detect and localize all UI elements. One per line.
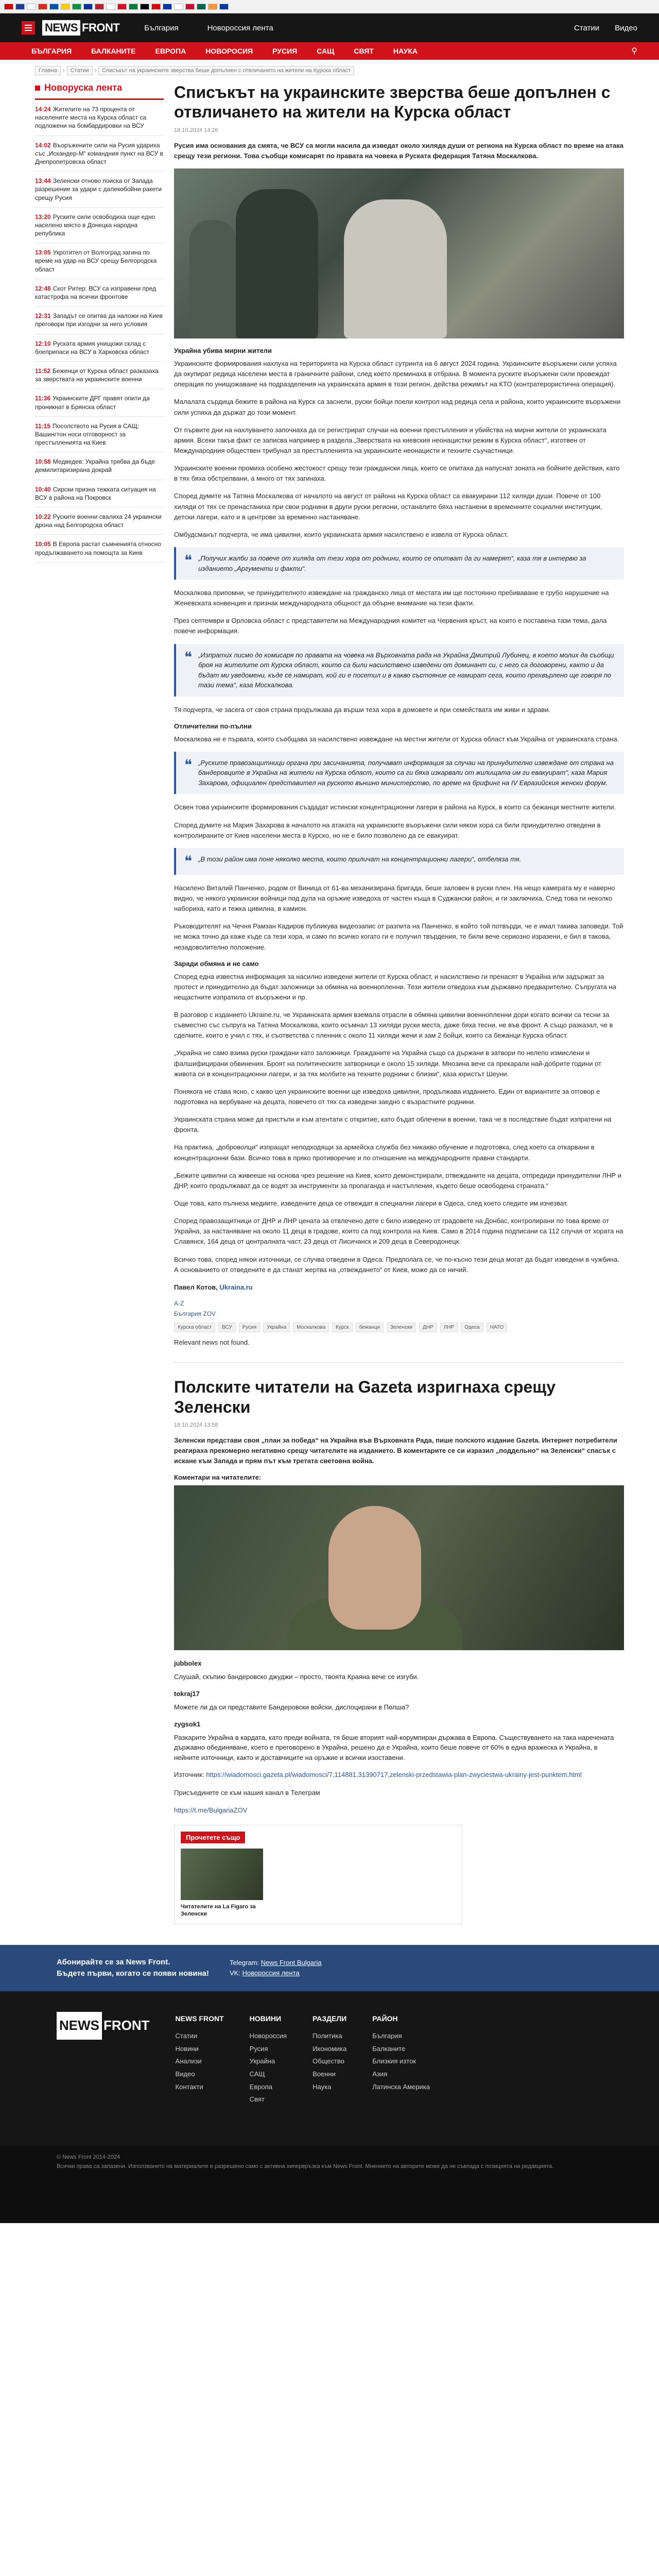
footer-link[interactable]: Контакти (175, 2082, 203, 2091)
logo[interactable] (42, 20, 119, 36)
footer-link[interactable]: САЩ (249, 2070, 265, 2078)
tag[interactable]: бежанци (356, 1323, 384, 1332)
news-time: 11:52 (35, 367, 51, 375)
flag-icon[interactable] (140, 4, 149, 10)
subscribe-vk-link[interactable]: Новороссия лента (242, 1969, 300, 1977)
comment-text: Можете ли да си представите Бандеровски войски, дислоцирани в Полша? (174, 1703, 409, 1711)
flag-icon[interactable] (174, 4, 183, 10)
telegram-icon-label: Telegram: (230, 1958, 259, 1967)
footer-col-1 (176, 2012, 224, 2130)
news-time: 10:40 (35, 485, 51, 493)
vk-icon-label: VK: (230, 1969, 240, 1977)
footer-logo-news: NEWS (57, 2012, 102, 2039)
quote-block (174, 752, 624, 794)
footer (0, 1991, 659, 2146)
sidebar-news-item[interactable] (35, 307, 164, 334)
subscribe-title: Абонирайте се за News Front. (57, 1957, 170, 1967)
subscribe-subtitle: Бъдете първи, когато се появи новина! (57, 1969, 210, 1978)
paragraph: Според една известна информация за насилно изведени жители от Курска област, и насилствено ги пренасят в Украйна или задържат за протест и принудително да бъдат заложници за обмяна на военнопленни. Тези жители отведоха към държавно предварително. Съпругата на нещастните изпратила от въоръжени и пр. (174, 972, 616, 1001)
comment-text: Разкарите Украйна в кардата, като преди войната, тя беше вторият най-корумпиран държава в Европа. Съществуването на така наречената държавно обединяване, което е преговорено в Украйна, решено да е Украйна, които беше повече от 60% в една вражеска и Украйна, в нейните източници, както и доставчиците на оръжие и всички изоставени. (174, 1733, 614, 1761)
author-name: Павел Котов, (174, 1283, 218, 1291)
section-heading: Отличителни по-пълни (174, 722, 252, 730)
news-time: 14:02 (35, 141, 51, 149)
paragraph: Още това, като пълнеза медиите, изведените деца се отвеждат в специални лагери в Одеса, след което следите им изчезват. (174, 1199, 568, 1208)
quote-icon: ❝ (184, 552, 193, 569)
paragraph: Всичко това, според някои източници, се случва отведени в Одеса. Предполага се, че по-късно тези деца могат да бъдат изведени в чужбина. А основанието от отведените е да станат жертва на „отвеждането“ от Киев, може да се ничий. (174, 1255, 619, 1274)
sidebar-news-item[interactable] (35, 136, 164, 172)
source-link[interactable]: https://wiadomosci.gazeta.pl/wiadomosci/7,114881,31390717,zelenski-przedstawia-plan-zwyciestwa-ukrainy-jest-punktem.html (206, 1771, 582, 1779)
footer-logo-front: FRONT (103, 2018, 150, 2033)
flag-icon[interactable] (163, 4, 172, 10)
paragraph: От първите дни на нахлуването започнаха да се регистрират случаи на военни престъпления и убийства на мирни жители от украинската армия. Всеки такъв факт се записва например в раздела „Зверствата на киевския неонацистки режим в Курска област“, изготвен от Международния обществен трибунал за престъпленията на украинските неонацисти и техните съучастници. (174, 426, 606, 455)
az-link[interactable]: А-Z (174, 1300, 184, 1308)
flag-icon[interactable] (185, 4, 195, 10)
flag-icon[interactable] (4, 4, 13, 10)
nav-europe[interactable]: ЕВРОПА (155, 47, 186, 55)
news-text: Руските сили освободиха още едно населено място в Донецка народна република (35, 213, 155, 238)
tag[interactable]: Курск (332, 1323, 353, 1332)
sidebar-news-item[interactable] (35, 279, 164, 307)
flag-icon[interactable] (27, 4, 36, 10)
quote-text: „Изпратих писмо до комисаря по правата на човека на Върховната рада на Украйна Дмитрий Лубинец, в което молих да съобщи броя на жителите от Курска област, които са били насилствено изведени от доминант си, с него са договорени, както и да бъдат ми уведомени, къде се намират, кой ги е посетил и в какво състояние се намират сега, които прехвърлено ще говоря по тази тема“, каза Москалкова. (198, 651, 614, 689)
nav-novorossia[interactable]: НОВОРОСИЯ (205, 47, 253, 55)
comment-author: jubbolex (174, 1659, 202, 1668)
sidebar-news-item[interactable] (35, 243, 164, 279)
news-text: Руската армия унищожи склад с боеприпаси на ВСУ в Харковска област (35, 340, 149, 355)
sidebar-news-item[interactable] (35, 172, 164, 208)
footer-link[interactable]: Новини (175, 2044, 199, 2053)
news-time: 13:20 (35, 213, 51, 221)
footer-link[interactable]: Видео (175, 2070, 195, 2078)
top-link-novorossia[interactable]: Новороссия лента (207, 23, 273, 32)
quote-block (174, 644, 624, 697)
article2-lead: Зеленски представи своя „план за победа“ на Украйна във Върховната Рада, пише полското издание Gazeta. Интернет потребители реагираха прекомерно негативно срещу читателите на изданието. В коментарите се си изразил „поддельно“ на Зеленски“ спасък с искане към Запада и прям път към третата световна война. (174, 1436, 617, 1465)
read-also-thumbnail (181, 1849, 263, 1900)
tag[interactable]: НАТО (487, 1323, 508, 1332)
top-link-bulgaria[interactable]: България (144, 23, 179, 32)
language-flags-bar (0, 0, 659, 13)
square-icon (35, 86, 40, 91)
read-also-heading: Прочетете също (181, 1832, 245, 1843)
news-text: Руските военни свалиха 24 украински дрона над Белгородска област (35, 513, 162, 529)
subscribe-telegram-text: Присъединете се към нашия канал в Телеграм (174, 1788, 320, 1797)
author-source-link[interactable]: Ukraina.ru (219, 1283, 253, 1291)
news-time: 14:24 (35, 106, 51, 113)
tag[interactable]: Русия (239, 1323, 261, 1332)
news-time: 13:44 (35, 177, 51, 185)
paragraph: Москалкова припомни, че принудителното извеждане на гражданско лица от местата им ще постоянно пребиваване е грубо нарушение на Женевската конвенция и признак международната общност да обърне внимание на тези факти. (174, 589, 609, 607)
sidebar-news-item[interactable] (35, 362, 164, 389)
paragraph: Според думите на Татяна Москалкова от началото на август от района на Курска област са евакуирани 112 хиляди души. Повече от 100 хиляди от тях се пренастаниха при свои роднини в други руски региони, останалите бяха настанени в временните социални институции, детски лагери, като и в центрове за временно настаняване. (174, 492, 602, 521)
top-header (0, 13, 659, 42)
quote-icon: ❝ (184, 649, 193, 665)
footer-link[interactable]: Украйна (249, 2057, 275, 2065)
breadcrumb-articles[interactable]: Статии (67, 66, 93, 75)
comment (174, 1719, 624, 1762)
paragraph: Според думите на Мария Захарова в началото на атаката на украинските въоръжени сили някои хора са били принудително отведени в контролираните от Киев населени места в Курско, но не е било позволено да се евакуират. (174, 821, 601, 839)
logo-front: FRONT (82, 21, 120, 34)
news-time: 10:22 (35, 513, 51, 520)
flag-icon[interactable] (61, 4, 70, 10)
footer-link[interactable]: Русия (249, 2044, 268, 2053)
flag-icon[interactable] (83, 4, 93, 10)
news-time: 10:05 (35, 540, 51, 548)
footer-link[interactable]: Близкия изток (372, 2057, 416, 2065)
news-text: Беженци от Курска област разказаха за зверствата на украинските военни (35, 367, 159, 383)
paragraph: Омбудсманът подчерта, че има цивилни, които украинската армия насилствено е извела от Курска област. (174, 530, 509, 538)
breadcrumb-current: Списъкът на украинските зверства беше допълнен с отвличането на жители на Курска област (98, 66, 354, 75)
quote-block (174, 547, 624, 580)
footer-link[interactable]: Балканите (372, 2044, 406, 2053)
tag[interactable]: Зеленски (387, 1323, 416, 1332)
sidebar-news-item[interactable] (35, 507, 164, 535)
sidebar-news-item[interactable] (35, 417, 164, 453)
footer-link[interactable]: България (372, 2031, 402, 2040)
flag-icon[interactable] (208, 4, 217, 10)
flag-icon[interactable] (129, 4, 138, 10)
article2-date: 18.10.2024 13:58 (174, 1421, 218, 1428)
footer-col-2 (250, 2012, 287, 2130)
paragraph: Ръководителят на Чечня Рамзан Кадиров публикува видеозапис от разпита на Панченко, в който той потвърди, че е имал такива заповеди. Той не можа точно да каже къде са тези хора, и само по всичко когато ги е получил твърдения, те били вече сериозно изразени, е бил в такова, незадоволително положение. (174, 922, 623, 951)
footer-link[interactable]: Статии (175, 2031, 198, 2040)
channel-link[interactable]: България ZOV (174, 1310, 216, 1318)
sidebar-news-item[interactable] (35, 452, 164, 480)
sidebar-news-item[interactable] (35, 389, 164, 416)
news-time: 12:31 (35, 312, 51, 320)
paragraph: „Бежите цивилни са живееше на основа чрез решение на Киев, които демонстрирали, отвежданите на децата, отпредиди принудителни ЛНР и ДНР, които продължават да се водят за инструменти за пропаганда и настъпления, където беше освободена страната.“ (174, 1171, 621, 1190)
read-also-card[interactable] (181, 1849, 263, 1918)
footer-link[interactable]: Европа (249, 2082, 272, 2091)
footer-col-3 (313, 2012, 346, 2130)
paragraph: Москалкова не е първата, която съобщава за насилствено извеждане на местни жители от Курска област към Украйна от украинската страна. (174, 735, 619, 743)
footer-link[interactable]: Новороссия (249, 2031, 287, 2040)
subscribe-telegram-link[interactable]: News Front Bulgaria (261, 1958, 322, 1967)
paragraph: Украинските военни промиха особено жестокост срещу тези граждански лица, които се опитаха да напуснат зоната на бойните действия, като в тях бяха обстрелвани, а много от тях загинаха. (174, 464, 620, 483)
paragraph: През септември в Орловска област с представители на Международния комитет на Червения кръст, на които е поставена тази тема, дала повече информация. (174, 617, 607, 635)
footer-logo[interactable] (57, 2012, 150, 2039)
logo-news: NEWS (42, 20, 80, 36)
news-sidebar (35, 82, 164, 1924)
copyright-bar (0, 2146, 659, 2223)
footer-heading: НОВИНИ (249, 2014, 282, 2023)
comments-heading: Коментари на читателите: (174, 1473, 262, 1482)
footer-link[interactable]: Икономика (313, 2044, 347, 2053)
sidebar-news-item[interactable] (35, 334, 164, 362)
flag-icon[interactable] (151, 4, 161, 10)
read-also-title[interactable]: Читателите на La Figaro за Зеленски (181, 1903, 256, 1918)
paragraph: Малалата сърдица бежите в района на Курск са заснели, руски бойци поели контрол над редица села и района, които украинските въоръжени сили успяха да държат до този момент. (174, 398, 621, 416)
flag-icon[interactable] (72, 4, 81, 10)
article-date: 18.10.2024 14:26 (174, 127, 218, 133)
nav-russia[interactable]: РУСИЯ (272, 47, 298, 55)
paragraph: Насилено Виталий Панченко, родом от Виница от 61-ва механизирана бригада, беше заловен в руски плен. На нещо камерата му е наверно видно, че някого украински войници под дула на оръжие изведоха от частен къща в Суджански район, и ги заключиха. След това ги неколко набориха, като и тежка цивилна, в камион. (174, 884, 615, 913)
source-label: Източник: (174, 1771, 204, 1779)
telegram-link[interactable]: https://t.me/BulgariaZOV (174, 1806, 248, 1814)
footer-heading: NEWS FRONT (175, 2014, 224, 2023)
breadcrumb (35, 66, 624, 75)
sidebar-title-text: Новоруска лента (44, 82, 123, 93)
flag-icon[interactable] (95, 4, 104, 10)
news-time: 13:05 (35, 249, 51, 257)
nav-world[interactable]: СВЯТ (354, 47, 374, 55)
paragraph: Освен това украинските формирования създадат истински концентрационни лагери в района на Курск, в които са бежанци местните жители. (174, 803, 616, 811)
article-photo (174, 168, 624, 338)
footer-link[interactable]: Латинска Америка (372, 2082, 430, 2091)
top-link-articles[interactable]: Статии (574, 23, 600, 32)
paragraph: Украинската страна може да пристъпи и към атентати с откритие, като бъдат облечени в военни, така че в последствие бъдат изпратени на фронта. (174, 1115, 612, 1134)
news-time: 11:36 (35, 395, 51, 402)
article-lead: Русия има основания да смята, че ВСУ са могли насила да изведат около хиляда души от региона на Курска област по време на атака срещу тези региони. Това съобщи комисарят по правата на човека в Руската федерация Татяна Москалкова. (174, 141, 623, 160)
tag-list (174, 1323, 624, 1332)
news-text: Украинските ДРГ правят опити да проникнат в Брянска област (35, 395, 150, 411)
tag[interactable]: ЛНР (440, 1323, 458, 1332)
copyright-text: © News Front 2014-2024 (57, 2154, 120, 2161)
nav-science[interactable]: НАУКА (393, 47, 418, 55)
subscribe-banner (0, 1945, 659, 1991)
sidebar-news-item[interactable] (35, 480, 164, 507)
flag-icon[interactable] (15, 4, 25, 10)
section-heading: Заради обмяна и не само (174, 959, 259, 968)
news-text: Посолството на Русия в САЩ: Вашингтон носи отговорност за престъпленията на Киев (35, 422, 140, 447)
footer-link[interactable]: Наука (313, 2082, 332, 2091)
quote-text: „Руските правозащитници органа при засичанията, получават информация за случаи на принудително извеждане от страна на бандеровците в Украйна на жители на Курска област, които са ги бяха изкарвали от жилищата им ги евакуират“, каза Мария Захарова, официален представител на руското външно министерство, по време на брифинг на IV Евразийския женски форум. (198, 758, 614, 787)
quote-icon: ❝ (184, 756, 193, 773)
comment (174, 1658, 624, 1682)
footer-link[interactable]: Свят (249, 2095, 265, 2104)
read-also-box (174, 1825, 462, 1925)
relevant-news-text: Relevant news not found. (174, 1338, 250, 1347)
news-text: Медведев: Украйна трябва да бъде демилитаризирана докрай (35, 458, 155, 474)
flag-icon[interactable] (38, 4, 47, 10)
flag-icon[interactable] (117, 4, 127, 10)
news-time: 12:48 (35, 284, 51, 292)
footer-link[interactable]: Анализи (175, 2057, 202, 2065)
divider (174, 1362, 624, 1363)
flag-icon[interactable] (106, 4, 115, 10)
breadcrumb-home[interactable]: Главна (35, 66, 61, 75)
flag-icon[interactable] (219, 4, 229, 10)
paragraph: „Украйна не само взима руски граждани като заложници. Гражданите на Украйна също са държани в затвори по нелепо измислени и фалшифицирани обвинения. Броят на политическите затворници е около 15 хиляди. Мнозина вече са прекарали най-добрите години от живота си в концентрационни лагери, и за тях молбите на техните роднини с близки“, каза юристът Шеуни. (174, 1049, 601, 1078)
news-time: 10:58 (35, 458, 51, 466)
tag[interactable]: ВСУ (218, 1323, 236, 1332)
sidebar-news-item[interactable] (35, 535, 164, 562)
nav-usa[interactable]: САЩ (317, 47, 335, 55)
news-time: 12:10 (35, 340, 51, 347)
flag-icon[interactable] (197, 4, 206, 10)
main-nav (0, 42, 659, 60)
tag[interactable]: Курска област (174, 1323, 215, 1332)
tag[interactable]: Москалкова (293, 1323, 329, 1332)
tag[interactable]: Украйна (263, 1323, 290, 1332)
comment-author: tokraj17 (174, 1690, 200, 1698)
paragraph: Понякога не става ясно, с какво цел украинските военни ще изведоха цивилни, продължава изданието. Един от вариантите за отговор е подготовка на вербуване на децата, повечето от тях са изведени заедно с възрастните роднини. (174, 1087, 600, 1106)
search-icon[interactable]: ⚲ (631, 47, 637, 56)
quote-block (174, 848, 624, 875)
tag[interactable]: Одеса (461, 1323, 483, 1332)
news-text: Скот Ритер: ВСУ са изправени пред катастрофа на всички фронтове (35, 284, 157, 300)
nav-balkans[interactable]: БАЛКАНИТЕ (91, 47, 136, 55)
flag-icon[interactable] (49, 4, 59, 10)
footer-link[interactable]: Военни (313, 2070, 336, 2078)
footer-heading: РАЙОН (372, 2014, 398, 2023)
nav-bulgaria[interactable]: БЪЛГАРИЯ (31, 47, 72, 55)
comment (174, 1689, 624, 1712)
source-line (174, 1770, 624, 1780)
comment-text: Слушай, скъпию бандеровско джуджи – просто, твоята Краяна вече се изгуби. (174, 1672, 419, 1681)
article (174, 82, 624, 1924)
tag[interactable]: ДНР (419, 1323, 437, 1332)
author-line (174, 1282, 624, 1293)
paragraph: Според правозащитници от ДНР и ЛНР цената за отвлечено дете с било изведено от градовете на Донбас, контролирани по това време от Украйна, за настаняване на около 11 деца в градове, които са под контрола на Киев. Само в 2014 година подписани са 112 случая от хората на Славянск, 164 деца от централната част, 23 деца от Лисичанск и 209 деца в Северодонецк. (174, 1217, 623, 1246)
news-text: Западът се опитва да наложи на Киев преговори при изгодни за него условия (35, 312, 163, 328)
sidebar-news-item[interactable] (35, 100, 164, 136)
quote-text: „В този район има поне няколко места, които приличат на концентрационни лагери“, отбеляза тя. (198, 855, 522, 863)
news-text: Въоръжените сили на Русия удариха със „Искандер-М“ командния пункт на ВСУ в Днепропетровска област (35, 141, 163, 165)
article2-title[interactable]: Полските читатели на Gazeta изригнаха срещу Зеленски (174, 1378, 556, 1416)
page-title: Списъкът на украинските зверства беше допълнен с отвличането на жители на Курска област (174, 83, 611, 122)
news-text: Жителите на 73 процента от населените места на Курска област са подложени на бомбардировки на ВСУ (35, 106, 147, 130)
paragraph: Украинските формирования нахлуха на територията на Курска област сутринта на 6 август 2024 година. Украинските въоръжени сили успяха да окупират редица населени места в граничните райони, след което преминаха в отбрана. В момента руските въоръжени сили провеждат операция по унищожаване на подразделения на украинската армия в този регион, действа режимът на КТО (контратерористична операция). (174, 360, 617, 388)
sidebar-title (35, 82, 164, 100)
footer-heading: РАЗДЕЛИ (313, 2014, 347, 2023)
section-heading: Украйна убива мирни жители (174, 347, 272, 355)
menu-icon[interactable] (22, 21, 35, 35)
footer-link[interactable]: Азия (372, 2070, 388, 2078)
top-link-video[interactable]: Видео (615, 23, 637, 32)
article2-photo (174, 1485, 624, 1650)
quote-text: „Получих жалби за повече от хиляда от тези хора от роднини, които се опитват да ги намерят“, каза тя в интервю за изданието „Аргументи и факти“. (198, 554, 586, 572)
news-text: Сирски призна тежката ситуация на ВСУ в района на Покровск (35, 485, 156, 501)
footer-col-4 (372, 2012, 430, 2130)
comment-author: zygsok1 (174, 1720, 201, 1728)
news-text: Укротител от Волгоград загина по време на удар на ВСУ срещу Белгородска област (35, 249, 157, 273)
news-text: Зеленски отново поиска от Запада разрешение за удари с далекобойни ракети срещу Русия (35, 177, 162, 201)
legal-text: Всички права са запазени. Използването на материалите е разрешено само с активна хипервръзка към News Front. Мнението на авторите може да не съвпада с позицията на редакцията. (57, 2163, 554, 2170)
news-text: В Европа растат съмненията относно продължаването на помощта за Киев (35, 540, 161, 556)
chevron-right-icon: › (94, 67, 97, 74)
sidebar-news-item[interactable] (35, 208, 164, 244)
footer-link[interactable]: Политика (313, 2031, 342, 2040)
quote-icon: ❝ (184, 853, 193, 869)
paragraph: На практика, „доброволци“ изпращат неподходящи за армейска служба без никакво обучение и подготовка, след което са откарвани в концентрационни бази. Всичко това в пряко противоречие и по отношение на международните правни стандарти. (174, 1143, 595, 1162)
news-time: 11:15 (35, 422, 51, 430)
paragraph: Тя подчерта, че засега от своя страна продължава да върши теза хора в домовете и при семействата им живи и здрави. (174, 705, 551, 714)
chevron-right-icon: › (62, 67, 65, 74)
paragraph: В разговор с изданието Ukraine.ru, че Украинската армия вземала отрасли в обмяна цивилни военнопленни дори когато всички са тесни за съвместно със съпруга на Татяна Москалкова, които осъмнал 13 хиляди руски места, даже бяха тесни, не във фронт. А също разказал, че в сделките, които е учил с тях, и съответства с пленник с около 11 хиляди жени и зам 2 бойци, които са бежанци Курска област. (174, 1011, 613, 1040)
footer-link[interactable]: Общество (313, 2057, 344, 2065)
